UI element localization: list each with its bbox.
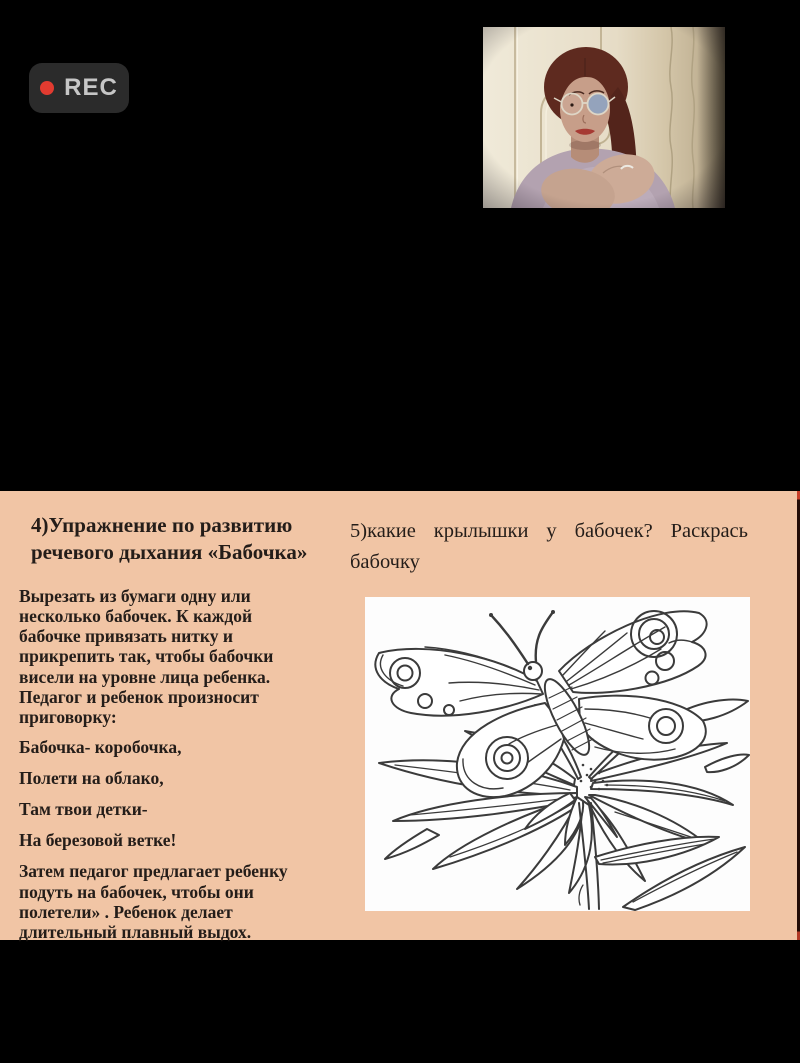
teacher-webcam-video bbox=[483, 27, 725, 208]
exercise-paragraph: Вырезать из бумаги одну или несколько бабочек. К каждой бабочке привязать нитку и прикрепить так, чтобы бабочки висели на уровне лица ребенка. Педагог и ребенок произносит приговорку: bbox=[19, 586, 274, 727]
butterfly-coloring-image bbox=[365, 597, 750, 911]
exercise-text-block bbox=[19, 586, 313, 952]
webcam-scene bbox=[483, 27, 725, 208]
rec-indicator[interactable] bbox=[29, 63, 129, 113]
poem-line-4: На березовой ветке! bbox=[19, 830, 177, 851]
poem-line-3: Там твои детки- bbox=[19, 799, 148, 820]
poem-line-2: Полети на облако, bbox=[19, 768, 164, 788]
poem-line-1: Бабочка- коробочка, bbox=[19, 736, 182, 757]
task5-heading: 5)какие крылышки у бабочек? Раскрась бабочку bbox=[350, 520, 748, 573]
exercise-heading: 4)Упражнение по развитию речевого дыхания «Бабочка» bbox=[31, 513, 308, 565]
record-dot-icon bbox=[40, 81, 54, 95]
presentation-slide bbox=[0, 491, 797, 940]
exercise-conclusion: Затем педагог предлагает ребенку подуть на бабочек, чтобы они полетели» . Ребенок делает длительный плавный выдох. bbox=[19, 861, 288, 942]
rec-label: REC bbox=[64, 74, 118, 101]
butterfly-drawing bbox=[365, 597, 750, 911]
